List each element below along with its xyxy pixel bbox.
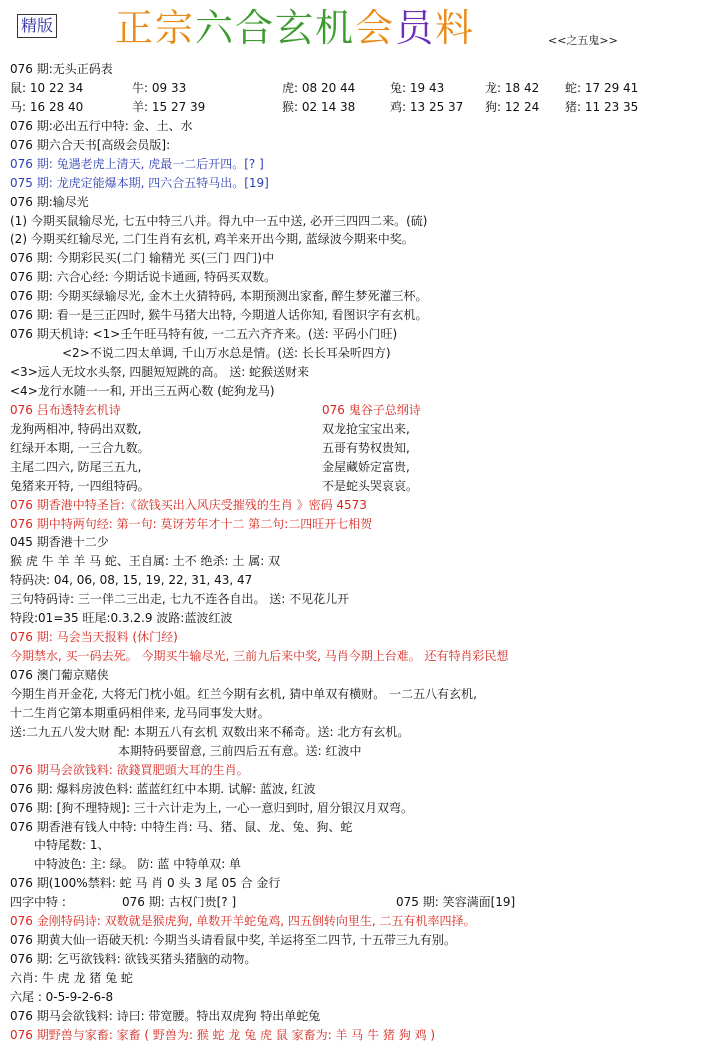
zodiac-cell: 蛇: 17 29 41	[565, 80, 639, 95]
text-line: 076 期野兽与家畜: 家畜 ( 野兽为: 猴 蛇 龙 兔 虎 鼠 家畜为: 羊 马 牛 猪 狗 鸡 )	[10, 1027, 436, 1042]
text-line: 076 期: 六合心经: 今期话说卡通画, 特码买双数。	[10, 270, 277, 285]
text-line: 076 期:无头正码表	[10, 62, 113, 76]
zodiac-cell: 马: 16 28 40	[10, 99, 84, 114]
text-line: 076 期马会欲钱料: 欲錢買肥頭大耳的生肖。	[10, 762, 249, 777]
title-part: 六合	[195, 6, 276, 50]
zodiac-cell: 羊: 15 27 39	[132, 99, 206, 114]
text-line: 中特波色: 主: 绿。 防: 蓝 中特单双: 单	[34, 857, 242, 872]
text-line: 076 期: [狗不理特规]: 三十六计走为上, 一心一意归到时, 眉分银汉月双弯。	[10, 800, 414, 815]
header	[0, 0, 702, 58]
text-line: 076 期马会欲钱料: 诗曰: 带宽腰。特出双虎狗 特出单蛇兔	[10, 1008, 321, 1023]
text-line: <3>远人无坟水头祭, 四腿短短跳的高。 送: 蛇猴送财来	[10, 365, 310, 379]
content-body	[10, 60, 698, 1045]
zodiac-cell: 鼠: 10 22 34	[10, 80, 84, 95]
premium-badge: 精版	[17, 14, 57, 38]
zodiac-cell: 龙: 18 42	[485, 80, 540, 95]
left-column-text: 龙狗两相冲, 特码出双数,	[10, 421, 142, 436]
text-line: <2>不说二四太单调, 千山万水总是情。(送: 长长耳朵听四方)	[62, 346, 391, 361]
text-line: 045 期香港十二少	[10, 535, 109, 550]
title-part: 玄机	[275, 6, 356, 50]
text-line: 本期特码要留意, 三前四后五有意。送: 红波中	[118, 743, 362, 758]
text-line: 076 期六合天书[高级会员版]:	[10, 137, 171, 152]
text-line: 十二生肖它第本期重码相伴来, 龙马同事发大财。	[10, 705, 270, 720]
right-column-text: 076 鬼谷子总纲诗	[322, 402, 421, 417]
column-text: 075 期: 笑容满面[19]	[396, 895, 516, 910]
zodiac-cell: 狗: 12 24	[485, 99, 540, 114]
text-line: 076 澳门葡京赌侠	[10, 668, 109, 682]
text-line	[10, 401, 698, 420]
text-line: 076 期香港有钱人中特: 中特生肖: 马、猪、鼠、龙、兔、狗、蛇	[10, 819, 353, 834]
zodiac-cell: 兔: 19 43	[390, 80, 445, 95]
text-line: 076 期: 今期彩民买(二门 输精光 买(三门 四门)中	[10, 251, 275, 266]
zodiac-cell: 猪: 11 23 35	[565, 99, 639, 114]
zodiac-number-row	[10, 79, 698, 98]
left-column-text: 红绿开本期, 一三合九数。	[10, 440, 150, 455]
text-line	[10, 477, 698, 496]
text-line: (2) 今期买红输尽光, 二门生肖有玄机, 鸡羊来开出今期, 蓝绿波今期来中奖。	[10, 232, 414, 247]
zodiac-cell: 虎: 08 20 44	[282, 80, 356, 95]
text-line: (1) 今期买鼠输尽光, 七五中特三八并。得九中一五中送, 必开三四四二来。(硫)	[10, 213, 428, 228]
zodiac-cell: 猴: 02 14 38	[282, 99, 356, 114]
title-part: 料	[435, 6, 476, 50]
text-line: 今期生肖开金花, 大将无门枕小姐。红兰今期有玄机, 猜中单双有横财。 一二五八有玄机,	[10, 686, 477, 701]
text-line: 076 期: 看一是三正四时, 猴牛马猪大出特, 今期道人话你知, 看图识字有玄机。	[10, 308, 428, 323]
text-line: 076 期(100%禁料: 蛇 马 肖 0 头 3 尾 05 合 金行	[10, 876, 281, 891]
text-line: 076 金刚特码诗: 双数就是猴虎狗, 单数开羊蛇兔鸡, 四五倒转向里生, 二五有机率四择。	[10, 914, 476, 929]
text-line	[10, 458, 698, 477]
right-column-text: 五哥有势权贵知,	[322, 440, 410, 455]
right-column-text: 双龙抢宝宝出来,	[322, 421, 410, 436]
zodiac-cell: 鸡: 13 25 37	[390, 99, 464, 114]
text-line: 076 期: 马会当天报料 (休门经)	[10, 630, 178, 645]
title-part: 正宗	[115, 6, 196, 50]
text-line: 猴 虎 牛 羊 羊 马 蛇、王自属: 土不 绝杀: 土 属: 双	[10, 554, 281, 569]
text-line: 076 期:输尽光	[10, 194, 89, 209]
text-line: 076 期: 今期买绿输尽光, 金木土火猜特码, 本期预测出家畜, 醉生梦死灌三杯。	[10, 289, 428, 304]
text-line: 六肖: 牛 虎 龙 猪 兔 蛇	[10, 971, 133, 985]
zodiac-number-row	[10, 98, 698, 117]
author-signature: <<之五鬼>>	[548, 34, 618, 47]
text-line	[10, 420, 698, 439]
right-column-text: 金屋藏娇定富贵,	[322, 459, 410, 474]
text-line: 076 期黄大仙一语破天机: 今期当头请看鼠中奖, 羊运将至二四节, 十五带三九有别。	[10, 933, 456, 948]
text-line: 076 期香港中特圣旨:《欲钱买出入风庆受摧残的生肖 》密码 4573	[10, 497, 367, 512]
left-column-text: 076 吕布透特玄机诗	[10, 402, 121, 417]
left-column-text: 兔猪来开特, 一四组特码。	[10, 478, 150, 493]
text-line: 特码决: 04, 06, 08, 15, 19, 22, 31, 43, 47	[10, 573, 253, 588]
text-line: 076 期: 爆料房波色料: 蓝蓝红红中本期. 试解: 蓝波, 红波	[10, 781, 316, 796]
text-line: 中特尾数: 1、	[34, 838, 110, 853]
text-line: 076 期:必出五行中特: 金、土、水	[10, 118, 193, 133]
column-text: 四字中特 :	[10, 895, 66, 910]
text-line: 三句特码诗: 三一伴二三出走, 七九不连各自出。 送: 不见花儿开	[10, 592, 350, 607]
text-line: 076 期中特两句经: 第一句: 莫讶芳年才十二 第二句:二四旺开七相贺	[10, 516, 373, 531]
text-line: 送:二九五八发大财 配: 本期五八有玄机 双数出来不稀奇。送: 北方有玄机。	[10, 724, 410, 739]
text-line	[10, 439, 698, 458]
text-line: 今期禁水, 买一码去死。 今期买牛输尽光, 三前九后来中奖, 马肖今期上台难。 还有特肖彩民想	[10, 649, 509, 664]
text-line: 六尾 : 0-5-9-2-6-8	[10, 989, 114, 1004]
text-line: 076 期: 兔遇老虎上清天, 虎最一二后开四。[? ]	[10, 156, 264, 171]
left-column-text: 主尾二四六, 防尾三五九,	[10, 459, 142, 474]
text-line: 075 期: 龙虎定能爆本期, 四六合五特马出。[19]	[10, 175, 269, 190]
text-line: 076 期: 乞丐欲钱料: 欲钱买猪头猪脑的动物。	[10, 952, 257, 967]
right-column-text: 不是蛇头哭哀哀。	[322, 478, 419, 493]
title-part: 会	[355, 6, 396, 50]
text-line: <4>龙行水随一一和, 开出三五两心数 (蛇狗龙马)	[10, 383, 275, 398]
column-text: 076 期: 古权门贵[? ]	[122, 895, 237, 910]
zodiac-cell: 牛: 09 33	[132, 80, 187, 95]
page-title	[115, 4, 475, 52]
text-line	[10, 893, 698, 912]
text-line: 特段:01=35 旺尾:0.3.2.9 波路:蓝波红波	[10, 611, 233, 626]
text-line: 076 期天机诗: <1>壬午旺马特有彼, 一二五六齐齐来。(送: 平码小门旺)	[10, 327, 398, 342]
title-part: 员	[395, 6, 436, 50]
